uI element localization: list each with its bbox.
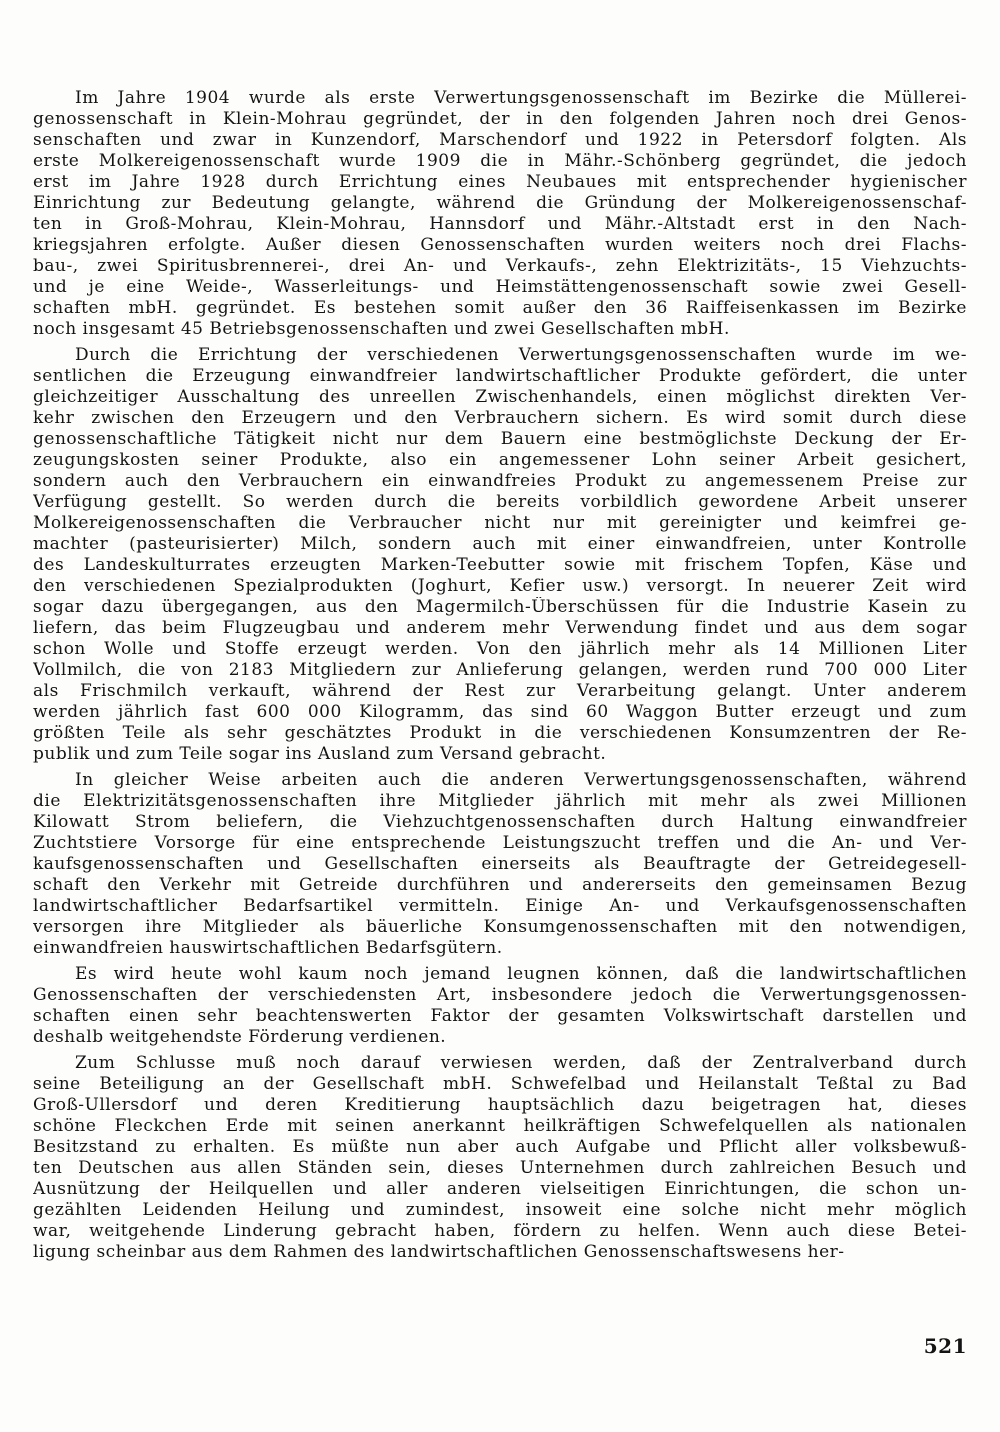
text-line: Ausnützung der Heilquellen und aller anderen vielseitigen Einrichtungen, die schon un- [33,1179,967,1199]
text-line: sentlichen die Erzeugung einwandfreier landwirtschaftlicher Produkte gefördert, die unter [33,366,967,386]
text-line: genossenschaft in Klein-Mohrau gegründet, der in den folgenden Jahren noch drei Genos- [33,109,967,129]
text-block [33,88,967,1268]
text-line: Im Jahre 1904 wurde als erste Verwertungsgenossenschaft im Bezirke die Müllerei- [75,88,967,108]
text-line: den verschiedenen Spezialprodukten (Joghurt, Kefier usw.) versorgt. In neuerer Zeit wird [33,576,967,596]
text-line: gezählten Leidenden Heilung und zumindest, insoweit eine solche nicht mehr möglich [33,1200,967,1220]
text-line: Durch die Errichtung der verschiedenen Verwertungsgenossenschaften wurde im we- [75,345,967,365]
text-line: kehr zwischen den Erzeugern und den Verbrauchern sichern. Es wird somit durch diese [33,408,967,428]
paragraph [33,1053,967,1263]
text-line: Vollmilch, die von 2183 Mitgliedern zur Anlieferung gelangen, werden rund 700 000 Liter [33,660,967,680]
paragraph [33,770,967,959]
paragraph [33,88,967,340]
text-line: schaften einen sehr beachtenswerten Faktor der gesamten Volkswirtschaft darstellen und [33,1006,967,1026]
text-line: des Landeskulturrates erzeugten Marken-Teebutter sowie mit frischem Topfen, Käse und [33,555,967,575]
text-line: publik und zum Teile sogar ins Ausland zum Versand gebracht. [33,744,607,764]
text-line: In gleicher Weise arbeiten auch die anderen Verwertungsgenossenschaften, während [75,770,967,790]
text-line: größten Teile als sehr geschätztes Produkt in die verschiedenen Konsumzentren der Re- [33,723,967,743]
text-line: kriegsjahren erfolgte. Außer diesen Genossenschaften wurden weiters noch drei Flachs- [33,235,967,255]
text-line: werden jährlich fast 600 000 Kilogramm, das sind 60 Waggon Butter erzeugt und zum [33,702,967,722]
text-line: Kilowatt Strom beliefern, die Viehzuchtgenossenschaften durch Haltung einwandfreier [33,812,967,832]
text-line: erste Molkereigenossenschaft wurde 1909 die in Mähr.-Schönberg gegründet, die jedoch [33,151,967,171]
text-line: ligung scheinbar aus dem Rahmen des landwirtschaftlichen Genossenschaftswesens her- [33,1242,845,1262]
text-line: schaften mbH. gegründet. Es bestehen somit außer den 36 Raiffeisenkassen im Bezirke [33,298,967,318]
text-line: und je eine Weide-, Wasserleitungs- und Heimstättengenossenschaft sowie zwei Gesell- [33,277,967,297]
text-line: zeugungskosten seiner Produkte, also ein angemessener Lohn seiner Arbeit gesichert, [33,450,967,470]
text-line: versorgen ihre Mitglieder als bäuerliche Konsumgenossenschaften mit den notwendigen, [33,917,967,937]
text-line: gleichzeitiger Ausschaltung des unreellen Zwischenhandels, einen möglichst direkten Ver- [33,387,967,407]
text-line: machter (pasteurisierter) Milch, sondern auch mit einer einwandfreien, unter Kontrolle [33,534,967,554]
text-line: schon Wolle und Stoffe erzeugt werden. Von den jährlich mehr als 14 Millionen Liter [33,639,967,659]
text-line: schöne Fleckchen Erde mit seinen anerkannt heilkräftigen Schwefelquellen als nationalen [33,1116,967,1136]
text-line: Besitzstand zu erhalten. Es müßte nun aber auch Aufgabe und Pflicht aller volksbewuß- [33,1137,967,1157]
page-number: 521 [923,1334,967,1358]
text-line: noch insgesamt 45 Betriebsgenossenschaften und zwei Gesellschaften mbH. [33,319,730,339]
text-line: bau-, zwei Spiritusbrennerei-, drei An- und Verkaufs-, zehn Elektrizitäts-, 15 Viehzuchts- [33,256,967,276]
text-line: Molkereigenossenschaften die Verbraucher nicht nur mit gereinigter und keimfrei ge- [33,513,967,533]
text-line: die Elektrizitätsgenossenschaften ihre Mitglieder jährlich mit mehr als zwei Millionen [33,791,967,811]
paragraph [33,345,967,765]
text-line: einwandfreien hauswirtschaftlichen Bedarfsgütern. [33,938,503,958]
text-line: Groß-Ullersdorf und deren Kreditierung hauptsächlich dazu beigetragen hat, dieses [33,1095,967,1115]
paragraph [33,964,967,1048]
text-line: genossenschaftliche Tätigkeit nicht nur dem Bauern eine bestmöglichste Deckung der Er- [33,429,967,449]
text-line: seine Beteiligung an der Gesellschaft mbH. Schwefelbad und Heilanstalt Teßtal zu Bad [33,1074,967,1094]
text-line: senschaften und zwar in Kunzendorf, Marschendorf und 1922 in Petersdorf folgten. Als [33,130,967,150]
text-line: liefern, das beim Flugzeugbau und anderem mehr Verwendung findet und aus dem sogar [33,618,967,638]
text-line: schaft den Verkehr mit Getreide durchführen und andererseits den gemeinsamen Bezug [33,875,967,895]
text-line: erst im Jahre 1928 durch Errichtung eines Neubaues mit entsprechender hygienischer [33,172,967,192]
text-line: Verfügung gestellt. So werden durch die bereits vorbildlich gewordene Arbeit unserer [33,492,967,512]
text-line: ten Deutschen aus allen Ständen sein, dieses Unternehmen durch zahlreichen Besuch und [33,1158,967,1178]
text-line: kaufsgenossenschaften und Gesellschaften einerseits als Beauftragte der Getreidegesell- [33,854,967,874]
text-line: Zum Schlusse muß noch darauf verwiesen werden, daß der Zentralverband durch [75,1053,967,1073]
text-line: Es wird heute wohl kaum noch jemand leugnen können, daß die landwirtschaftlichen [75,964,967,984]
text-line: ten in Groß-Mohrau, Klein-Mohrau, Hannsdorf und Mähr.-Altstadt erst in den Nach- [33,214,967,234]
text-line: landwirtschaftlicher Bedarfsartikel vermitteln. Einige An- und Verkaufsgenossenschaften [33,896,967,916]
text-line: Genossenschaften der verschiedensten Art, insbesondere jedoch die Verwertungsgenossen- [33,985,967,1005]
text-line: Einrichtung zur Bedeutung gelangte, während die Gründung der Molkereigenossenschaf- [33,193,967,213]
text-line: sondern auch den Verbrauchern ein einwandfreies Produkt zu angemessenem Preise zur [33,471,967,491]
text-line: Zuchtstiere Vorsorge für eine entsprechende Leistungszucht treffen und die An- und Ver- [33,833,967,853]
text-line: als Frischmilch verkauft, während der Rest zur Verarbeitung gelangt. Unter anderem [33,681,967,701]
text-line: deshalb weitgehendste Förderung verdienen. [33,1027,447,1047]
text-line: sogar dazu übergegangen, aus den Magermilch-Überschüssen für die Industrie Kasein zu [33,597,967,617]
text-line: war, weitgehende Linderung gebracht haben, fördern zu helfen. Wenn auch diese Betei- [33,1221,967,1241]
